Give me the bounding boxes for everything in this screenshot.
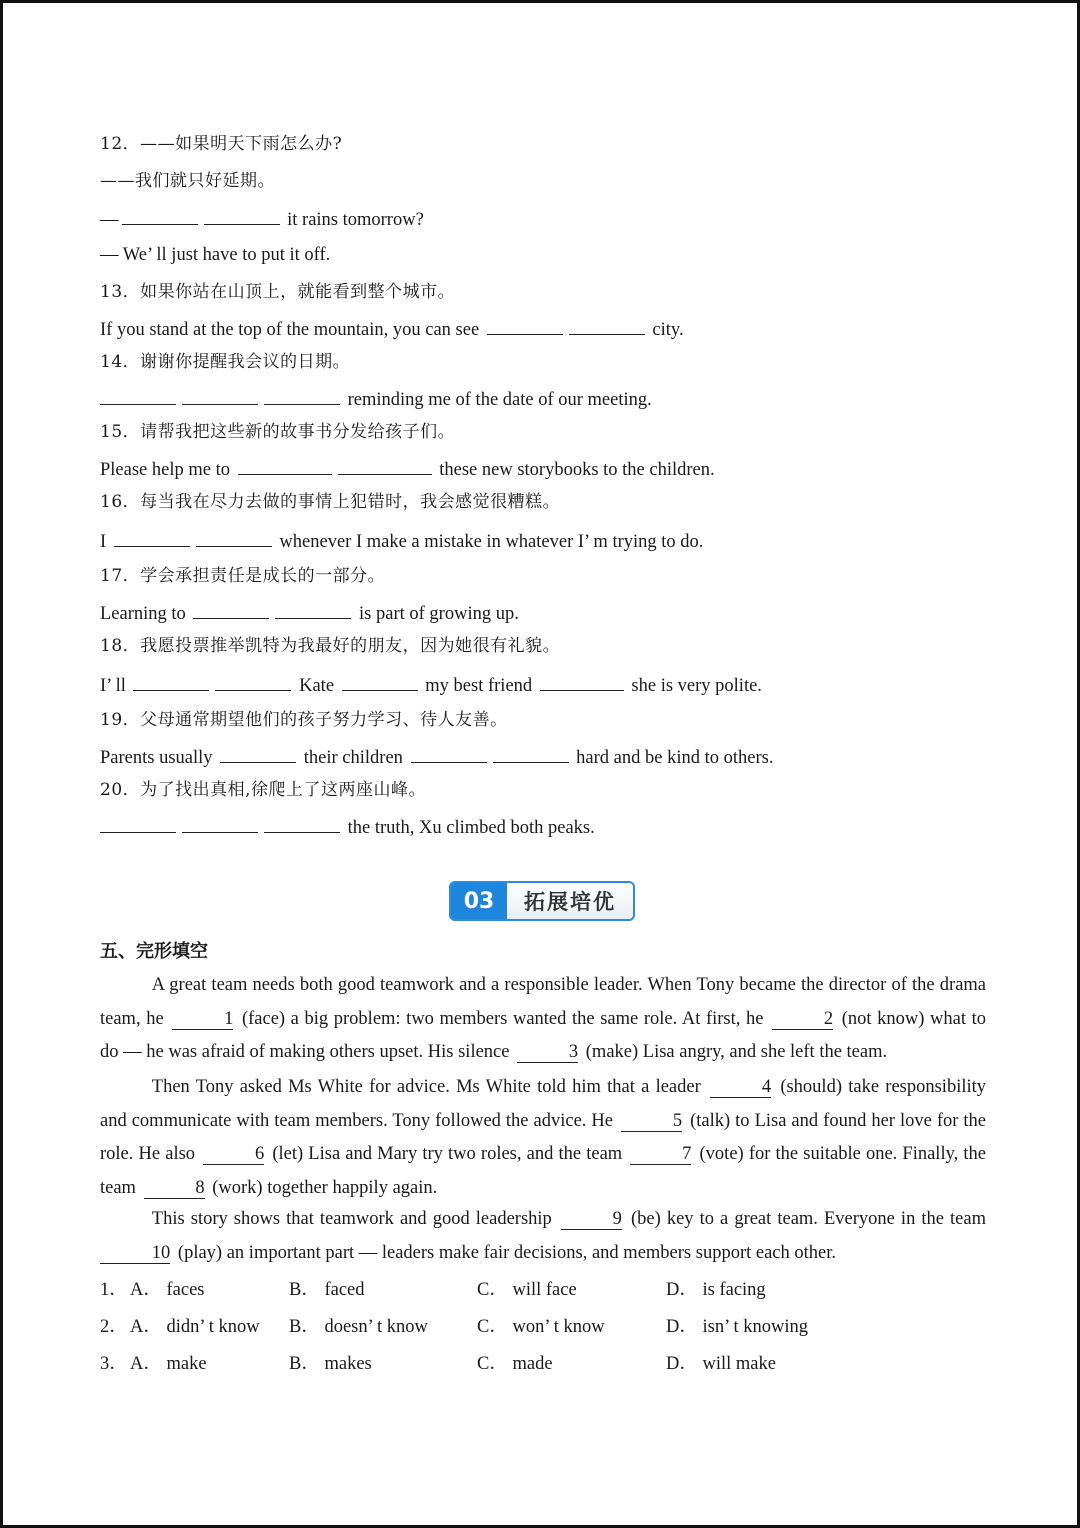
answer-blank[interactable] — [196, 529, 272, 547]
section-heading: 五、完形填空 — [100, 941, 208, 962]
question-19-english — [100, 745, 773, 769]
answer-blank[interactable] — [540, 673, 624, 691]
answer-blank[interactable] — [275, 601, 351, 619]
text: — — [100, 210, 119, 230]
text: (work) together happily again. — [212, 1177, 438, 1198]
text: whenever I make a mistake in whatever I’ m trying to do. — [279, 532, 704, 552]
question-12-english-a — [100, 207, 424, 231]
cloze-paragraph-1 — [100, 969, 986, 1070]
text: A great team needs both good teamwork and a responsible leader. When Tony became the director of the drama team, he — [100, 975, 986, 1029]
option-number: 2． — [100, 1317, 128, 1337]
answer-blank[interactable] — [411, 745, 487, 763]
text: hard and be kind to others. — [576, 748, 774, 768]
question-19-chinese: 19．父母通常期望他们的孩子努力学习、待人友善。 — [100, 710, 508, 730]
text: Please help me to — [100, 460, 230, 480]
answer-blank[interactable] — [215, 673, 291, 691]
cloze-blank-2[interactable]: 2 — [772, 1009, 833, 1030]
text: Learning to — [100, 604, 186, 624]
option-d[interactable]: D． is facing — [666, 1280, 766, 1300]
answer-blank[interactable] — [487, 317, 563, 335]
text: I’ ll — [100, 676, 126, 696]
answer-blank[interactable] — [122, 207, 198, 225]
option-a[interactable]: A． make — [130, 1354, 207, 1374]
answer-blank[interactable] — [220, 745, 296, 763]
cloze-blank-6[interactable]: 6 — [203, 1144, 264, 1165]
cloze-blank-9[interactable]: 9 — [561, 1209, 622, 1230]
question-17-chinese: 17．学会承担责任是成长的一部分。 — [100, 566, 386, 586]
answer-blank[interactable] — [100, 815, 176, 833]
answer-blank[interactable] — [342, 673, 418, 691]
answer-blank[interactable] — [264, 387, 340, 405]
answer-blank[interactable] — [182, 815, 258, 833]
answer-blank[interactable] — [182, 387, 258, 405]
question-16-chinese: 16．每当我在尽力去做的事情上犯错时，我会感觉很糟糕。 — [100, 492, 561, 512]
question-13-english — [100, 317, 684, 341]
cloze-paragraph-3 — [100, 1203, 986, 1270]
question-12-chinese-reply: ——我们就只好延期。 — [100, 171, 275, 191]
text: (talk) to Lisa and found her love for the role. He also — [100, 1110, 987, 1164]
option-d[interactable]: D． will make — [666, 1354, 776, 1374]
text: (let) Lisa and Mary try two roles, and the team — [272, 1144, 623, 1164]
text: the truth, Xu climbed both peaks. — [347, 818, 595, 838]
cloze-blank-10[interactable]: 10 — [100, 1243, 170, 1264]
answer-blank[interactable] — [193, 601, 269, 619]
answer-blank[interactable] — [204, 207, 280, 225]
text: their children — [303, 748, 403, 768]
question-12-chinese: 12．——如果明天下雨怎么办? — [100, 134, 343, 154]
text: city. — [652, 320, 684, 340]
text: Parents usually — [100, 748, 213, 768]
section-badge-title: 拓展培优 — [524, 890, 616, 914]
text: (vote) for the suitable one. Finally, the team — [100, 1144, 986, 1198]
question-12-english-b: — We’ ll just have to put it off. — [100, 245, 331, 265]
cloze-blank-8[interactable]: 8 — [144, 1178, 205, 1199]
text: (make) Lisa angry, and she left the team. — [585, 1042, 888, 1062]
question-15-chinese: 15．请帮我把这些新的故事书分发给孩子们。 — [100, 422, 456, 442]
answer-blank[interactable] — [100, 387, 176, 405]
cloze-blank-1[interactable]: 1 — [172, 1009, 233, 1030]
text: reminding me of the date of our meeting. — [347, 390, 652, 410]
text: is part of growing up. — [359, 604, 519, 624]
text: (be) key to a great team. Everyone in the team — [630, 1209, 986, 1229]
answer-blank[interactable] — [493, 745, 569, 763]
text: If you stand at the top of the mountain, you can see — [100, 320, 480, 340]
question-13-chinese: 13．如果你站在山顶上，就能看到整个城市。 — [100, 282, 456, 302]
option-b[interactable]: B． makes — [289, 1354, 372, 1374]
section-badge — [449, 881, 635, 921]
answer-blank[interactable] — [238, 457, 332, 475]
option-c[interactable]: C． will face — [477, 1280, 577, 1300]
cloze-blank-4[interactable]: 4 — [710, 1077, 771, 1098]
text: my best friend — [425, 676, 533, 696]
question-20-chinese: 20．为了找出真相,徐爬上了这两座山峰。 — [100, 780, 427, 800]
answer-blank[interactable] — [133, 673, 209, 691]
answer-blank[interactable] — [338, 457, 432, 475]
text: (not know) what to do — he was afraid of making others upset. His silence — [100, 1008, 987, 1062]
cloze-blank-5[interactable]: 5 — [621, 1111, 682, 1132]
question-17-english — [100, 601, 519, 625]
option-c[interactable]: C． won’ t know — [477, 1317, 605, 1337]
question-20-english — [100, 815, 595, 839]
option-a[interactable]: A． didn’ t know — [130, 1317, 260, 1337]
option-number: 1． — [100, 1280, 128, 1300]
text: she is very polite. — [631, 676, 762, 696]
cloze-paragraph-2 — [100, 1071, 986, 1205]
answer-blank[interactable] — [114, 529, 190, 547]
option-number: 3． — [100, 1354, 128, 1374]
answer-blank[interactable] — [264, 815, 340, 833]
cloze-blank-3[interactable]: 3 — [517, 1042, 578, 1063]
option-d[interactable]: D． isn’ t knowing — [666, 1317, 809, 1337]
section-badge-number: 03 — [451, 883, 507, 919]
text: Then Tony asked Ms White for advice. Ms White told him that a leader — [151, 1077, 701, 1097]
question-16-english — [100, 529, 703, 553]
answer-blank[interactable] — [569, 317, 645, 335]
question-14-english — [100, 387, 652, 411]
question-14-chinese: 14．谢谢你提醒我会议的日期。 — [100, 352, 351, 372]
option-a[interactable]: A． faces — [130, 1280, 205, 1300]
text: (play) an important part — leaders make fair decisions, and members support each other. — [177, 1242, 836, 1263]
text: I — [100, 532, 107, 552]
option-b[interactable]: B． doesn’ t know — [289, 1317, 428, 1337]
question-15-english — [100, 457, 715, 481]
text: (should) take responsibility and communicate with team members. Tony followed the advice. He — [100, 1077, 986, 1131]
text: these new storybooks to the children. — [439, 460, 715, 480]
text: This story shows that teamwork and good leadership — [151, 1209, 552, 1229]
option-b[interactable]: B． faced — [289, 1280, 365, 1300]
option-c[interactable]: C． made — [477, 1354, 553, 1374]
text: it rains tomorrow? — [287, 210, 424, 230]
text: (face) a big problem: two members wanted the same role. At first, he — [241, 1008, 764, 1029]
question-18-chinese: 18．我愿投票推举凯特为我最好的朋友，因为她很有礼貌。 — [100, 636, 561, 656]
text: Kate — [299, 676, 335, 696]
cloze-blank-7[interactable]: 7 — [630, 1144, 691, 1165]
question-18-english — [100, 673, 762, 697]
